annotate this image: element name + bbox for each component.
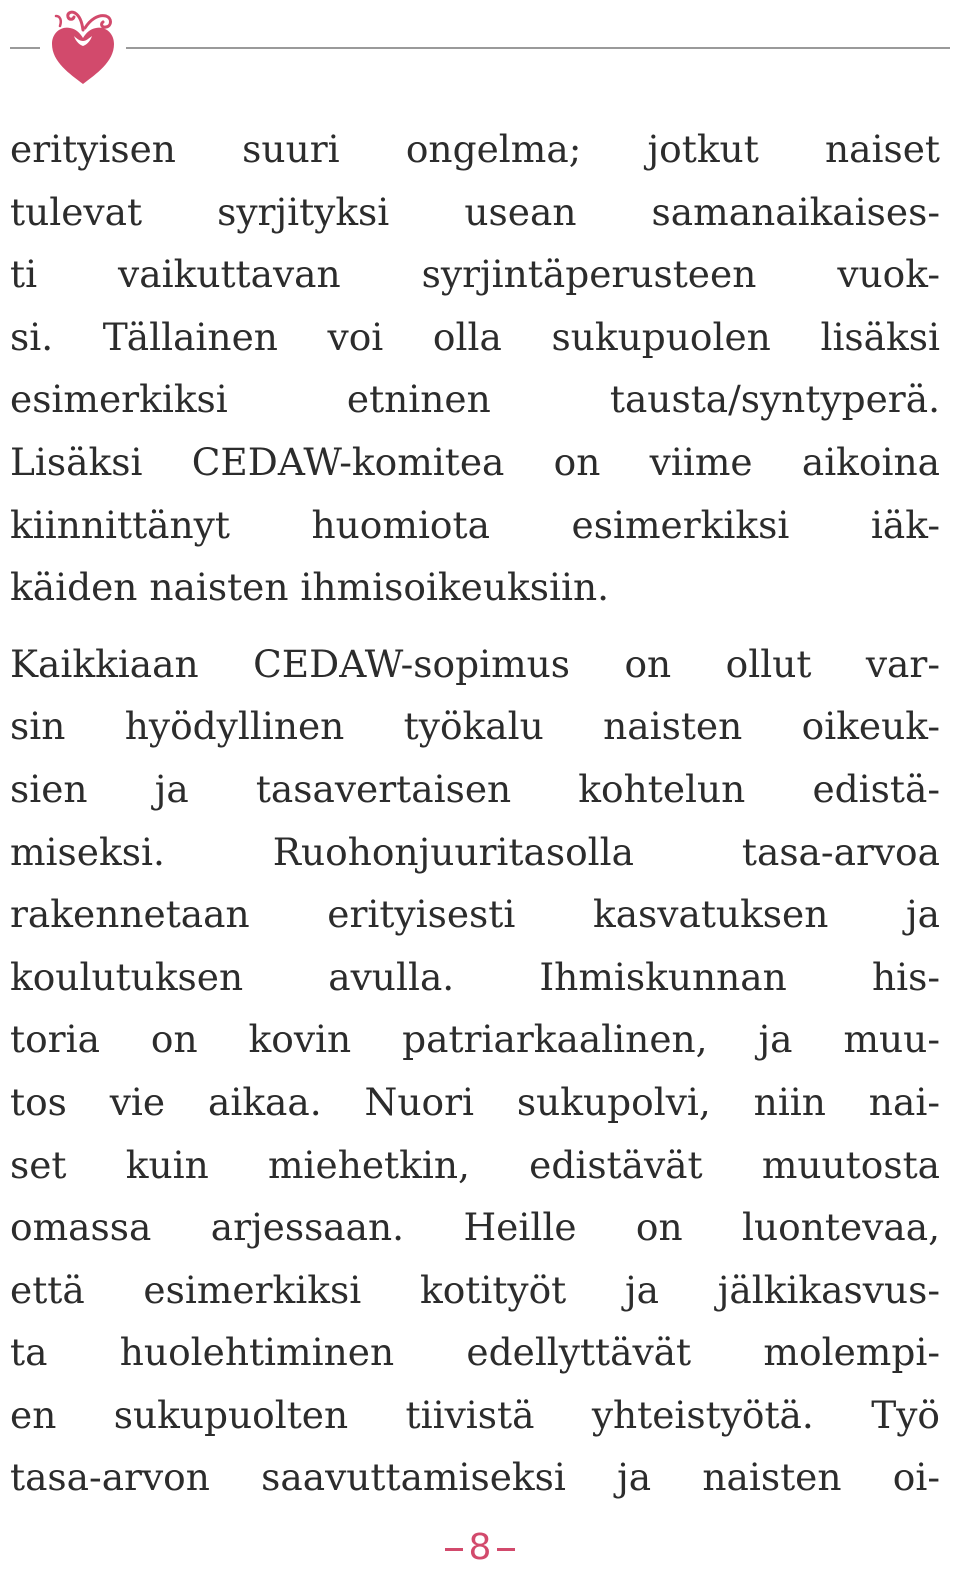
page-number: [0, 1526, 960, 1570]
paragraph-1: [10, 118, 940, 619]
text-line: ti vaikuttavan syrjintäperusteen vuok-: [10, 252, 940, 297]
text-line: toria on kovin patriarkaalinen, ja muu-: [10, 1017, 940, 1062]
text-line: sin hyödyllinen työkalu naisten oikeuk-: [10, 704, 940, 749]
text-line: rakennetaan erityisesti kasvatuksen ja: [10, 892, 940, 937]
heart-apple-icon: [40, 4, 126, 90]
text-line: Lisäksi CEDAW-komitea on viime aikoina: [10, 439, 940, 484]
text-line: koulutuksen avulla. Ihmiskunnan his-: [10, 954, 940, 999]
text-line: Kaikkiaan CEDAW-sopimus on ollut var-: [10, 641, 940, 686]
paragraph-2: [10, 633, 940, 1509]
body-text: [10, 118, 940, 1509]
text-line: tos vie aikaa. Nuori sukupolvi, niin nai-: [10, 1079, 940, 1124]
header-rule: [10, 47, 950, 49]
text-line: kiinnittänyt huomiota esimerkiksi iäk-: [10, 502, 940, 547]
text-line: ta huolehtiminen edellyttävät molempi-: [10, 1330, 940, 1375]
page-number-dash-right: [497, 1548, 515, 1551]
text-line: en sukupuolten tiivistä yhteistyötä. Työ: [10, 1392, 940, 1437]
page-header: [0, 0, 960, 100]
text-line: omassa arjessaan. Heille on luontevaa,: [10, 1205, 940, 1250]
text-line: esimerkiksi etninen tausta/syntyperä.: [10, 377, 940, 422]
text-line: sien ja tasavertaisen kohtelun edistä-: [10, 766, 940, 811]
text-line: tasa-arvon saavuttamiseksi ja naisten oi-: [10, 1455, 940, 1500]
text-line: set kuin miehetkin, edistävät muutosta: [10, 1142, 940, 1187]
text-line: tulevat syrjityksi usean samanaikaises-: [10, 189, 940, 234]
text-line: että esimerkiksi kotityöt ja jälkikasvus-: [10, 1267, 940, 1312]
text-line: erityisen suuri ongelma; jotkut naiset: [10, 127, 940, 171]
page-number-value: 8: [468, 1527, 492, 1568]
text-line: si. Tällainen voi olla sukupuolen lisäksi: [10, 314, 940, 359]
text-line: miseksi. Ruohonjuuritasolla tasa-arvoa: [10, 829, 940, 874]
page-number-dash-left: [445, 1548, 463, 1551]
paragraph-gap: [10, 619, 940, 633]
text-line: käiden naisten ihmisoikeuksiin.: [10, 565, 610, 610]
